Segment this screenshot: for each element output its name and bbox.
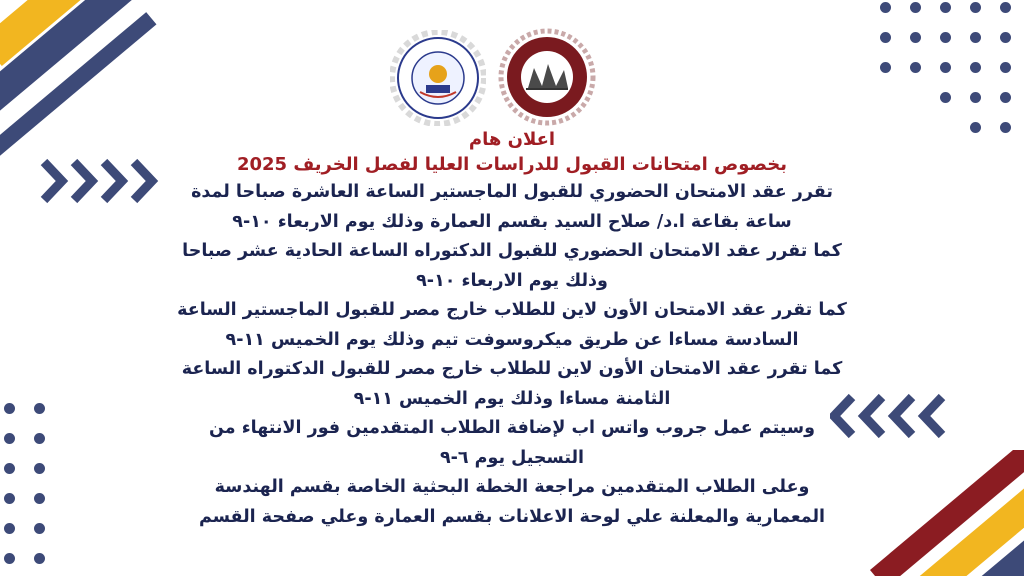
paragraph-masters-online xyxy=(120,296,904,355)
paragraph-line: كما تقرر عقد الامتحان الحضوري للقبول الدكتوراه الساعة الحادية عشر صباحا xyxy=(182,241,842,261)
announcement-body xyxy=(120,128,904,532)
paragraph-phd-online xyxy=(120,355,904,414)
announcement-subject: بخصوص امتحانات القبول للدراسات العليا لفصل الخريف 2025 xyxy=(236,154,787,175)
top-right-dot-grid xyxy=(870,0,1024,140)
announcement-heading: اعلان هام xyxy=(468,129,556,150)
paragraph-line: كما تقرر عقد الامتحان الأون لاين للطلاب خارج مصر للقبول الماجستير الساعة xyxy=(177,300,847,320)
paragraph-line: الثامنة مساءا وذلك يوم الخميس ١١-٩ xyxy=(353,388,671,409)
architecture-department-emblem-icon xyxy=(498,28,596,126)
paragraph-masters-onsite xyxy=(120,178,904,237)
paragraph-phd-onsite xyxy=(120,237,904,296)
paragraph-line: السادسة مساءا عن طريق ميكروسوفت تيم وذلك يوم الخميس ١١-٩ xyxy=(225,329,799,350)
bottom-left-dot-grid xyxy=(0,400,80,576)
paragraph-line: تقرر عقد الامتحان الحضوري للقبول الماجستير الساعة العاشرة صباحا لمدة xyxy=(191,182,833,202)
faculty-of-engineering-emblem-icon xyxy=(390,30,486,126)
paragraph-line: كما تقرر عقد الامتحان الأون لاين للطلاب خارج مصر للقبول الدكتوراه الساعة xyxy=(181,359,843,379)
paragraph-line: التسجيل يوم ٦-٩ xyxy=(439,447,585,468)
paragraph-line: ساعة بقاعة ا.د/ صلاح السيد بقسم العمارة وذلك يوم الاربعاء ١٠-٩ xyxy=(232,211,792,232)
paragraph-line: وعلى الطلاب المتقدمين مراجعة الخطة البحثية الخاصة بقسم الهندسة xyxy=(214,477,810,497)
paragraph-line: المعمارية والمعلنة علي لوحة الاعلانات بقسم العمارة وعلي صفحة القسم xyxy=(198,506,826,527)
paragraph-line: وسيتم عمل جروب واتس اب لإضافة الطلاب المتقدمين فور الانتهاء من xyxy=(209,418,815,438)
paragraph-whatsapp-group xyxy=(120,414,904,473)
paragraph-research-plan xyxy=(120,473,904,532)
faculty-logo xyxy=(390,30,486,126)
paragraph-line: وذلك يوم الاربعاء ١٠-٩ xyxy=(416,270,608,291)
architecture-dept-logo xyxy=(498,28,594,124)
